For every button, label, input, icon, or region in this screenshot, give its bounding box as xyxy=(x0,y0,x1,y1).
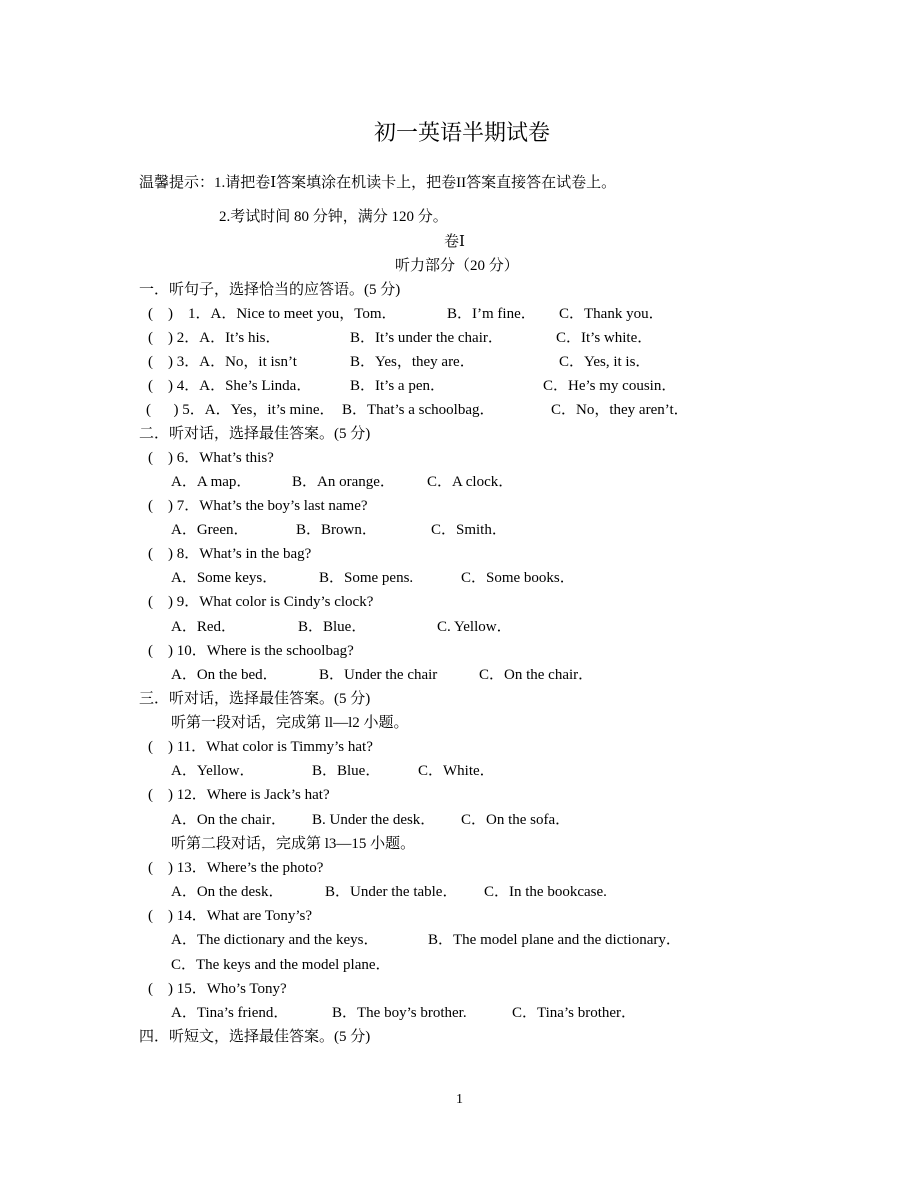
question-11: ( ) 11．What color is Timmy’s hat? xyxy=(148,739,373,755)
question-14-option-b: B．The model plane and the dictionary． xyxy=(428,932,681,948)
question-5-option-b: B．That’s a schoolbag． xyxy=(342,402,495,418)
section-3-intro-1: 听第一段对话，完成第 ll—l2 小题。 xyxy=(171,715,409,731)
listening-header: 听力部分（20 分） xyxy=(395,258,519,274)
question-11-option-a: A．Yellow． xyxy=(171,763,255,779)
question-7-option-a: A．Green． xyxy=(171,522,249,538)
question-11-option-c: C．White． xyxy=(418,763,495,779)
section-2-heading: 二．听对话，选择最佳答案。(5 分) xyxy=(139,426,371,442)
question-4-option-b: B．It’s a pen． xyxy=(350,378,445,394)
question-3: ( ) 3．A．No，it isn’t xyxy=(148,354,297,370)
question-3-option-b: B．Yes，they are． xyxy=(350,354,475,370)
question-1-option-b: B．I’m fine． xyxy=(447,306,536,322)
question-1: ( ) 1．A．Nice to meet you，Tom． xyxy=(148,306,397,322)
question-8-option-b: B．Some pens. xyxy=(319,570,414,586)
question-9-option-b: B．Blue． xyxy=(298,619,367,635)
question-5-option-c: C．No，they aren’t． xyxy=(551,402,689,418)
question-4-option-c: C．He’s my cousin． xyxy=(543,378,677,394)
question-13: ( ) 13．Where’s the photo? xyxy=(148,860,324,876)
question-15-option-b: B．The boy’s brother. xyxy=(332,1005,467,1021)
question-9: ( ) 9．What color is Cindy’s clock? xyxy=(148,594,374,610)
question-15: ( ) 15．Who’s Tony? xyxy=(148,981,287,997)
question-7-option-b: B．Brown． xyxy=(296,522,377,538)
question-7: ( ) 7．What’s the boy’s last name? xyxy=(148,498,368,514)
question-2: ( ) 2．A．It’s his． xyxy=(148,330,281,346)
tips-line-1: 温馨提示：1.请把卷Ⅰ答案填涂在机读卡上，把卷II答案直接答在试卷上。 xyxy=(139,175,617,191)
question-13-option-c: C．In the bookcase. xyxy=(484,884,607,900)
question-12-option-b: B. Under the desk． xyxy=(312,812,436,828)
question-12: ( ) 12．Where is Jack’s hat? xyxy=(148,787,330,803)
question-2-option-c: C．It’s white． xyxy=(556,330,653,346)
question-9-option-c: C. Yellow． xyxy=(437,619,512,635)
section-3-heading: 三．听对话，选择最佳答案。(5 分) xyxy=(139,691,371,707)
question-10: ( ) 10．Where is the schoolbag? xyxy=(148,643,354,659)
section-4-heading: 四．听短文，选择最佳答案。(5 分) xyxy=(139,1029,371,1045)
question-13-option-b: B．Under the table． xyxy=(325,884,458,900)
question-13-option-a: A．On the desk． xyxy=(171,884,284,900)
question-6-option-c: C．A clock． xyxy=(427,474,514,490)
question-4: ( ) 4．A．She’s Linda． xyxy=(148,378,312,394)
question-6-option-b: B．An orange． xyxy=(292,474,395,490)
section-3-intro-2: 听第二段对话，完成第 l3—15 小题。 xyxy=(171,836,416,852)
question-15-option-a: A．Tina’s friend． xyxy=(171,1005,289,1021)
question-1-option-c: C．Thank you． xyxy=(559,306,664,322)
question-10-option-a: A．On the bed． xyxy=(171,667,278,683)
question-14: ( ) 14．What are Tony’s? xyxy=(148,908,313,924)
question-8: ( ) 8．What’s in the bag? xyxy=(148,546,312,562)
question-10-option-b: B．Under the chair xyxy=(319,667,438,683)
question-12-option-c: C．On the sofa． xyxy=(461,812,571,828)
question-10-option-c: C．On the chair． xyxy=(479,667,594,683)
question-5: ( ) 5．A．Yes，it’s mine． xyxy=(146,402,335,418)
question-6-option-a: A．A map． xyxy=(171,474,252,490)
page-number: 1 xyxy=(456,1092,463,1107)
question-7-option-c: C．Smith． xyxy=(431,522,507,538)
question-2-option-b: B．It’s under the chair． xyxy=(350,330,503,346)
tips-line-2: 2.考试时间 80 分钟，满分 120 分。 xyxy=(219,209,448,225)
question-11-option-b: B．Blue． xyxy=(312,763,381,779)
page-title: 初一英语半期试卷 xyxy=(374,120,551,145)
question-8-option-a: A．Some keys． xyxy=(171,570,278,586)
section-1-heading: 一．听句子，选择恰当的应答语。(5 分) xyxy=(139,282,401,298)
question-6: ( ) 6．What’s this? xyxy=(148,450,274,466)
question-15-option-c: C．Tina’s brother． xyxy=(512,1005,637,1021)
question-9-option-a: A．Red． xyxy=(171,619,236,635)
volume-label: 卷Ⅰ xyxy=(444,234,465,250)
question-3-option-c: C．Yes, it is． xyxy=(559,354,651,370)
question-14-option-a: A．The dictionary and the keys． xyxy=(171,932,379,948)
question-14-option-c: C．The keys and the model plane． xyxy=(171,957,391,973)
question-8-option-c: C．Some books． xyxy=(461,570,575,586)
question-12-option-a: A．On the chair． xyxy=(171,812,286,828)
